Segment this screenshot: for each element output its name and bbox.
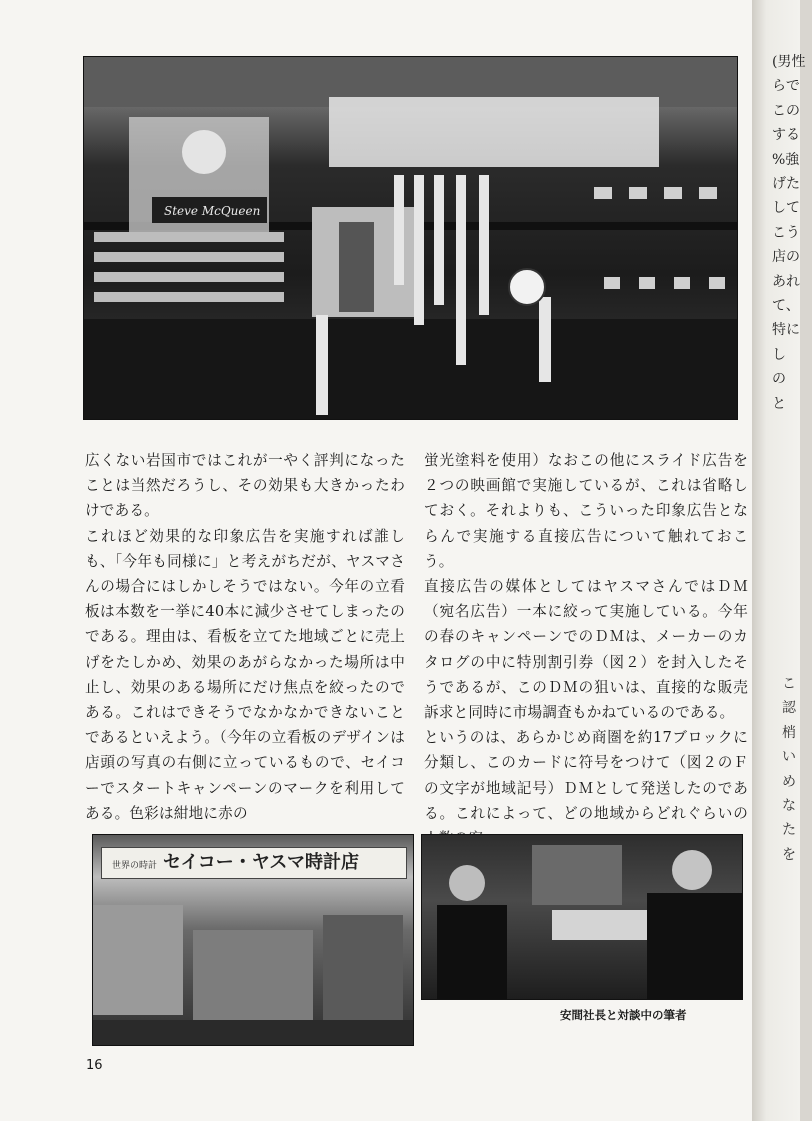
right-text-column [424,448,748,851]
right-paragraph-3: というのは、あらかじめ商圏を約17ブロックに分類し、このカードに符号をつけて（図２のＦの文字が地域記号）ＤＭとして発送したのである。これによって、どの地域からどれぐらいの [424,729,748,822]
adjacent-page-edge [752,0,806,1121]
adjacent-page-line: (男性 [772,54,806,70]
adjacent-page-lower-line: 梢 [782,724,796,741]
right-paragraph-1: 蛍光塗料を使用）なおこの他にスライド広告を２つの映画館で実施しているが、これは省略しておく。それよりも、こういった印象広告とならんで実施する直接広告について触れておこう。 [424,452,748,570]
adjacent-page-line: て、 [772,298,800,315]
adjacent-page-lower-line: い [782,749,796,766]
adjacent-page-lower-line: た [782,822,796,839]
right-paragraph-2: 直接広告の媒体としてはヤスマさんではＤＭ（宛名広告）一本に絞って実施している。今年の春のキャンペーンでのＤＭは、メーカーのカタログの中に特別割引券（図２）を封入したそうであるが、このＤＭの狙いは、直接的な販売訴求と同時に市場調査もかねているのである。 [424,578,748,722]
shop-sign-small: 世界の時計 [112,861,158,871]
adjacent-page-lower-line: な [782,798,796,815]
interview-photo [421,834,743,1000]
left-paragraph-2: これほど効果的な印象広告を実施すれば誰しも、「今年も同様に」と考えがちだが、ヤスマさんの場合にはしかしそうではない。今年の立看板は本数を一挙に40本に減少させてしまったのである。理由は、看板を立てた地域ごとに売上げをたしかめ、効果のあがらなかった場所は中止し、効果のある場所にだけ焦点を絞ったのである。これはできそうでなかなかできないことであるといえよう。（今年の立看板のデザインは店頭の写真の右側に立っているもので、セイコーでスタートキャンペーンのマークを利用してある。色彩は紺地に赤の [85,527,405,822]
adjacent-page-line: こう [772,224,800,241]
adjacent-page-lower-line: め [782,773,796,790]
watch-display-photo [83,56,738,420]
left-paragraph-1: 広くない岩国市ではこれが一やく評判になったことは当然だろうし、その効果も大きかったわけである。 [85,452,405,520]
interview-illustration [422,835,742,999]
adjacent-page-line: する [772,127,800,144]
adjacent-page-text-lower [782,672,796,867]
left-text-column [85,448,405,826]
adjacent-page-lower-line: を [782,846,796,863]
adjacent-page-line: と [772,395,786,412]
adjacent-page-line: げた [772,176,800,193]
page-number: 16 [86,1058,103,1073]
adjacent-page-line: この [772,102,800,119]
photo-caption: 安間社長と対談中の筆者 [560,1008,687,1022]
shop-sign [101,847,407,879]
adjacent-page-line: して [772,200,800,217]
storefront-photo [92,834,414,1046]
adjacent-page-line: し [772,346,786,363]
adjacent-page-line: らで [772,78,800,95]
adjacent-page-lower-line: こ [782,676,796,692]
adjacent-page-line: 店の [772,249,800,266]
shop-sign-text: セイコー・ヤスマ時計店 [163,852,360,873]
adjacent-page-line: の [772,371,786,388]
adjacent-page-text [772,50,812,416]
poster-signature: Steve McQueen [164,204,261,218]
adjacent-page-line: 特に [772,322,800,339]
adjacent-page-line: %強 [772,151,800,168]
adjacent-page-lower-line: 認 [782,700,796,717]
watch-display-illustration [84,57,737,419]
adjacent-page-line: あれ [772,273,800,290]
